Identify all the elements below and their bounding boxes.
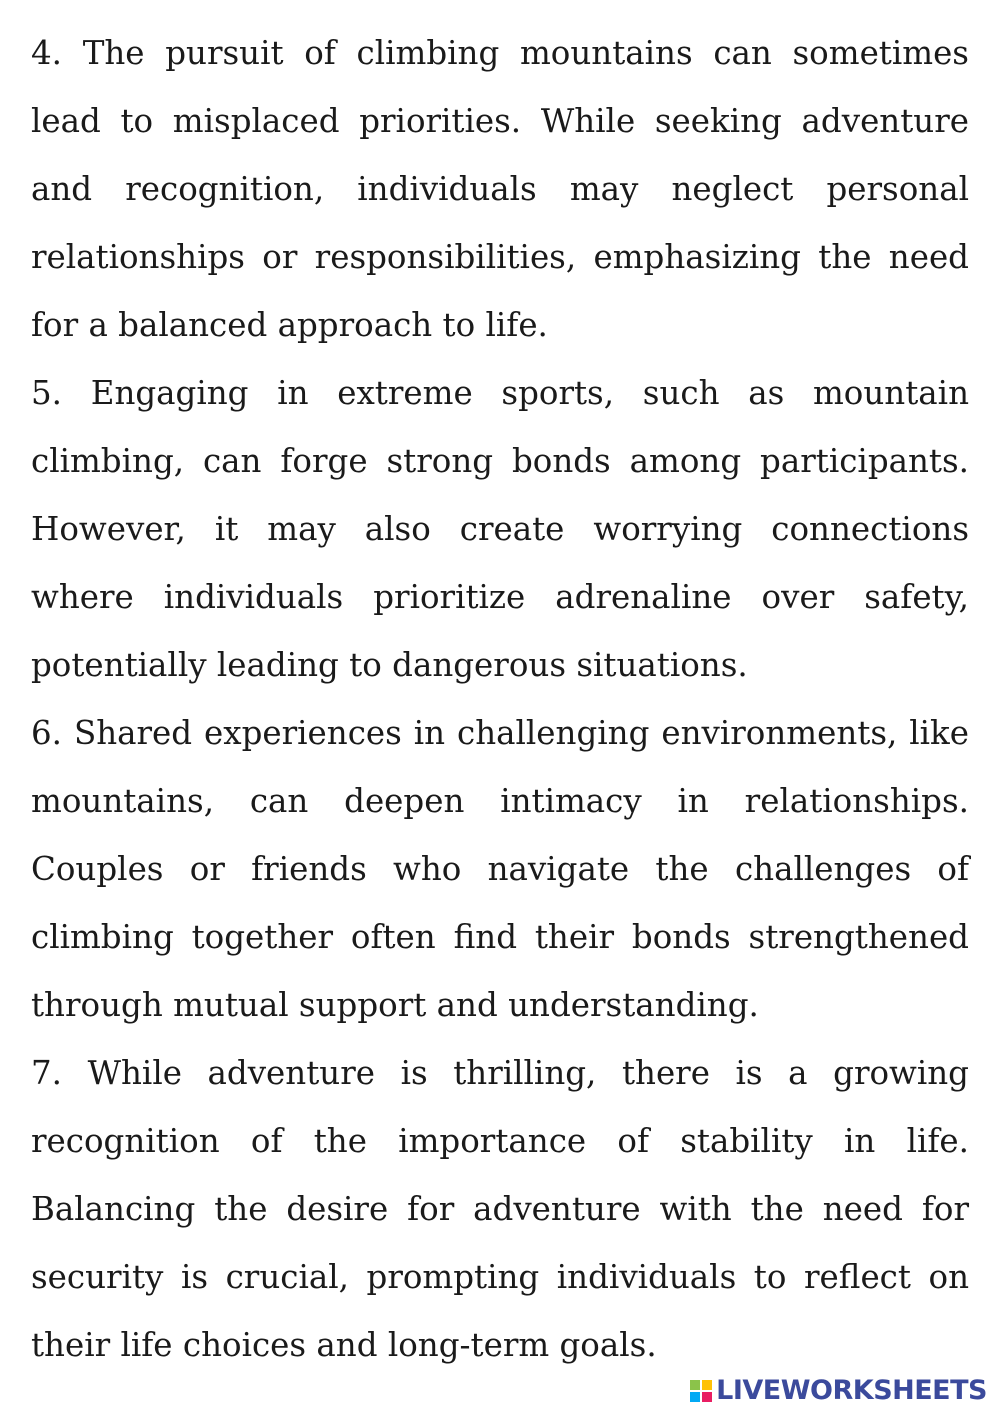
document-body bbox=[31, 19, 969, 1379]
paragraph-4: 4. The pursuit of climbing mountains can sometimes lead to misplaced priorities. While seeking adventure and recognition, individuals may neglect personal relationships or responsibilities, emphasizing the need for a balanced approach to life. bbox=[31, 34, 969, 344]
brand-watermark bbox=[689, 1376, 987, 1406]
paragraph-5: 5. Engaging in extreme sports, such as mountain climbing, can forge strong bonds among participants. However, it may also create worrying connections where individuals prioritize adrenaline over safety, potentially leading to dangerous situations. bbox=[31, 374, 969, 684]
paragraph-7: 7. While adventure is thrilling, there is a growing recognition of the importance of stability in life. Balancing the desire for adventure with the need for security is crucial, prompting individuals to reflect on their life choices and long-term goals. bbox=[31, 1054, 969, 1364]
liveworksheets-logo-icon bbox=[689, 1379, 713, 1403]
paragraph-6: 6. Shared experiences in challenging environments, like mountains, can deepen intimacy in relationships. Couples or friends who navigate the challenges of climbing together often find their bonds strengthened through mutual support and understanding. bbox=[31, 714, 969, 1024]
brand-name: LIVEWORKSHEETS bbox=[716, 1375, 987, 1406]
